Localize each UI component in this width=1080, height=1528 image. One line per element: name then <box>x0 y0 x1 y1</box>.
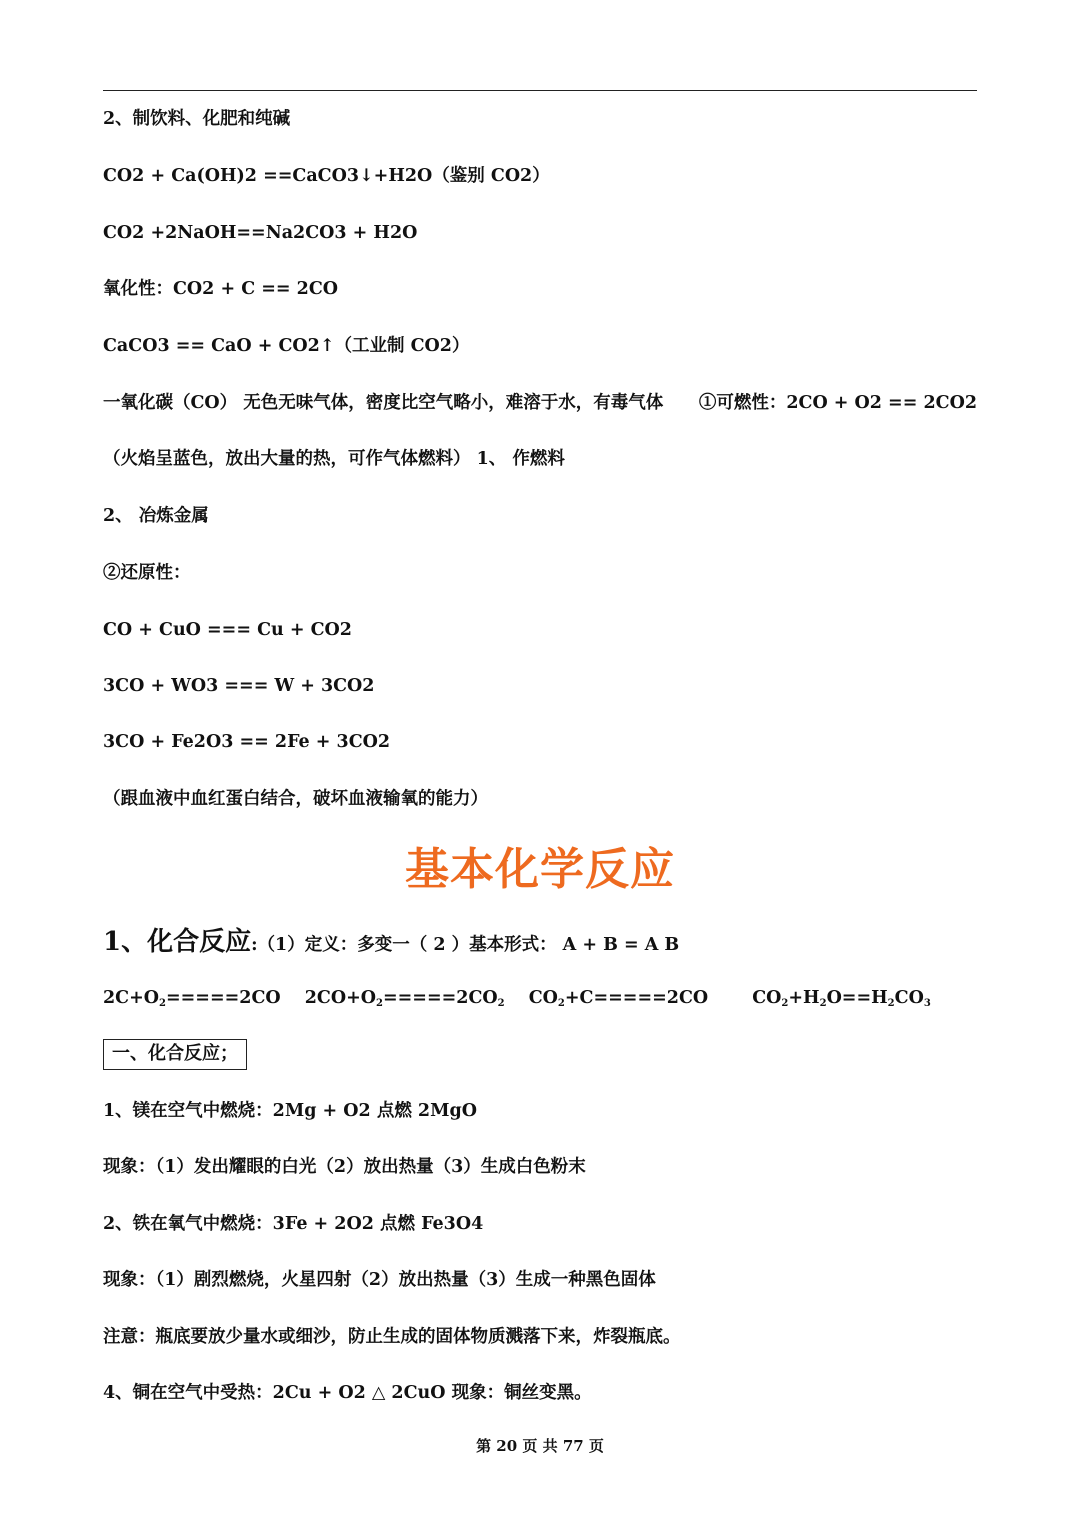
equation-line: CO2 +2NaOH==Na2CO3 + H2O <box>103 223 418 243</box>
heading-definition: :（1）定义：多变一（ 2 ）基本形式： A + B = A B <box>251 935 680 955</box>
text-line: 2、铁在氧气中燃烧：3Fe + 2O2 点燃 Fe3O4 <box>103 1214 484 1234</box>
text-line: ②还原性： <box>103 563 191 583</box>
boxed-heading: 一、化合反应； <box>103 1039 247 1070</box>
page-footer: 第 20 页 共 77 页 <box>476 1437 604 1455</box>
reaction-heading <box>103 924 679 963</box>
section-title: 基本化学反应 <box>405 844 675 895</box>
heading-main: 1、化合反应 <box>103 927 252 957</box>
equation-line: CO + CuO === Cu + CO2 <box>103 620 352 640</box>
co-paragraph <box>103 391 977 415</box>
formula-row <box>103 986 949 1010</box>
co-combustibility: ①可燃性：2CO + O2 == 2CO2 <box>698 393 977 413</box>
formula: $CO_2+C=====2CO$ <box>528 988 709 1009</box>
equation-line: 3CO + Fe2O3 == 2Fe + 3CO2 <box>103 732 391 752</box>
formula: $CO_2+H_2O==H_2CO_3$ <box>752 988 931 1009</box>
text-line: 1、镁在空气中燃烧：2Mg + O2 点燃 2MgO <box>103 1101 477 1121</box>
co-description: 一氧化碳（CO） 无色无味气体，密度比空气略小，难溶于水，有毒气体 <box>103 393 664 413</box>
text-line: 现象：（1）发出耀眼的白光（2）放出热量（3）生成白色粉末 <box>103 1157 586 1177</box>
text-line: （跟血液中血红蛋白结合，破坏血液输氧的能力） <box>103 789 488 809</box>
formula: $2C+O_2=====2CO$ <box>103 988 281 1009</box>
text-line: 现象：（1）剧烈燃烧，火星四射（2）放出热量（3）生成一种黑色固体 <box>103 1270 656 1290</box>
text-line: 4、铜在空气中受热：2Cu + O2 △ 2CuO 现象：铜丝变黑。 <box>103 1383 592 1403</box>
equation-line: CaCO3 == CaO + CO2↑（工业制 CO2） <box>103 336 470 356</box>
text-line: （火焰呈蓝色，放出大量的热，可作气体燃料） 1、 作燃料 <box>103 449 565 469</box>
equation-line: 氧化性：CO2 + C == 2CO <box>103 279 338 299</box>
text-line: 2、 冶炼金属 <box>103 506 209 526</box>
header-rule <box>103 90 977 91</box>
formula: $2CO+O_2=====2CO_2$ <box>304 988 505 1009</box>
text-line: 2、制饮料、化肥和纯碱 <box>103 109 291 129</box>
text-line: 注意：瓶底要放少量水或细沙，防止生成的固体物质溅落下来，炸裂瓶底。 <box>103 1327 681 1347</box>
equation-line: 3CO + WO3 === W + 3CO2 <box>103 676 375 696</box>
equation-line: CO2 + Ca(OH)2 ==CaCO3↓+H2O（鉴别 CO2） <box>103 166 550 186</box>
